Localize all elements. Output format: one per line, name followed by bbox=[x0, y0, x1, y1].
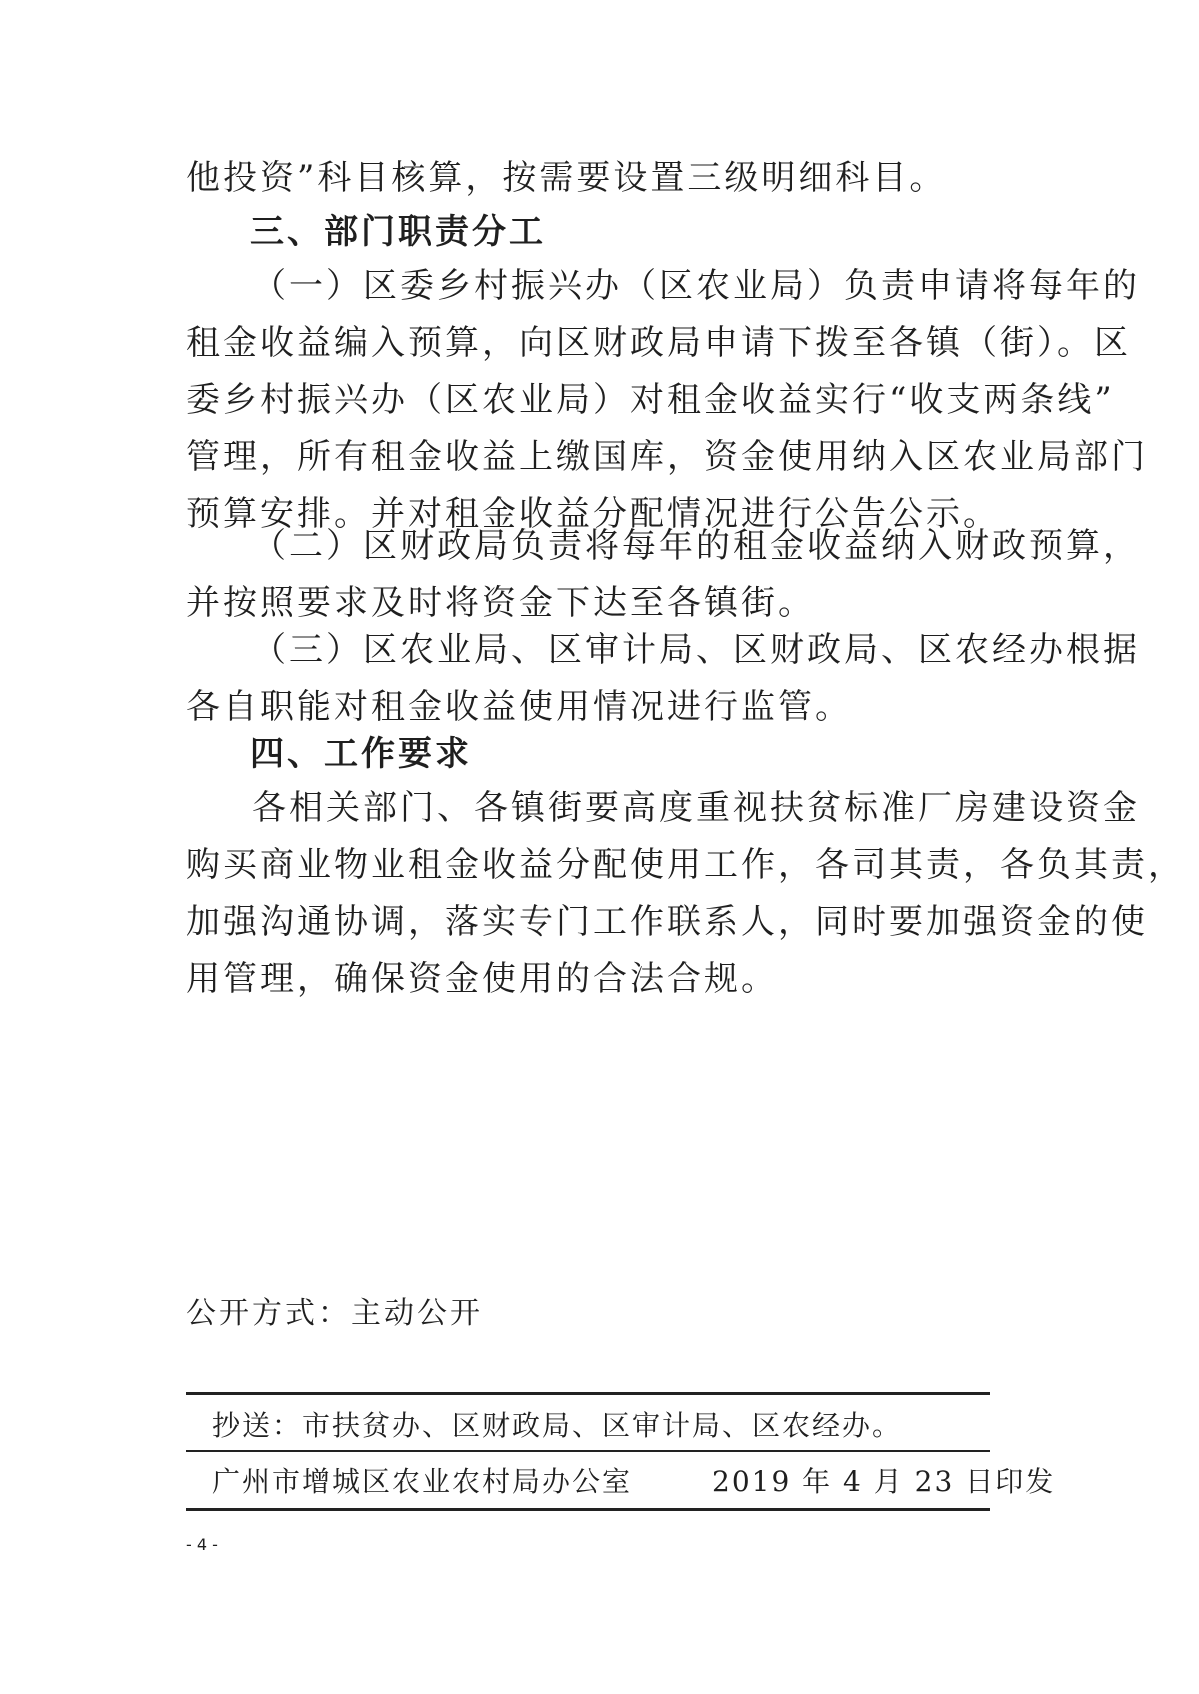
issue-date: 2019 年 4 月 23 日印发 bbox=[712, 1465, 1056, 1498]
text-line: 用管理，确保资金使用的合法合规。 bbox=[186, 959, 778, 999]
disclosure-mode: 公开方式：主动公开 bbox=[186, 1296, 483, 1331]
text-line: （三）区农业局、区审计局、区财政局、区农经办根据 bbox=[252, 630, 1140, 670]
text-line: （二）区财政局负责将每年的租金收益纳入财政预算， bbox=[252, 526, 1140, 566]
paragraph-duty-3 bbox=[186, 622, 1140, 736]
section-heading-3: 三、部门职责分工 bbox=[250, 212, 546, 252]
text-line: 预算安排。并对租金收益分配情况进行公告公示。 bbox=[186, 494, 1000, 534]
text-line: 并按照要求及时将资金下达至各镇街。 bbox=[186, 583, 815, 623]
text-line: 租金收益编入预算，向区财政局申请下拨至各镇（街）。区 bbox=[186, 323, 1131, 363]
cc-list: 抄送：市扶贫办、区财政局、区审计局、区农经办。 bbox=[212, 1409, 903, 1442]
issuing-office: 广州市增城区农业农村局办公室 bbox=[212, 1465, 633, 1498]
text-line: 他投资”科目核算，按需要设置三级明细科目。 bbox=[186, 158, 947, 198]
paragraph-requirements bbox=[186, 780, 1185, 1008]
footer-rule-top bbox=[186, 1392, 990, 1395]
text-line: 各相关部门、各镇街要高度重视扶贫标准厂房建设资金 bbox=[252, 788, 1140, 828]
section-heading-4: 四、工作要求 bbox=[250, 734, 472, 774]
text-line: 委乡村振兴办（区农业局）对租金收益实行“收支两条线” bbox=[186, 380, 1115, 420]
footer-rule-bottom bbox=[186, 1508, 990, 1511]
footer-rule-middle bbox=[186, 1450, 990, 1452]
page-number: - 4 - bbox=[186, 1535, 218, 1554]
paragraph-continuation bbox=[186, 150, 1016, 207]
paragraph-duty-2 bbox=[186, 518, 1140, 632]
text-line: 各自职能对租金收益使用情况进行监管。 bbox=[186, 687, 852, 727]
text-line: （一）区委乡村振兴办（区农业局）负责申请将每年的 bbox=[252, 266, 1140, 306]
text-line: 购买商业物业租金收益分配使用工作，各司其责，各负其责， bbox=[186, 845, 1185, 885]
text-line: 加强沟通协调，落实专门工作联系人，同时要加强资金的使 bbox=[186, 902, 1148, 942]
text-line: 管理，所有租金收益上缴国库，资金使用纳入区农业局部门 bbox=[186, 437, 1148, 477]
paragraph-duty-1 bbox=[186, 258, 1148, 543]
